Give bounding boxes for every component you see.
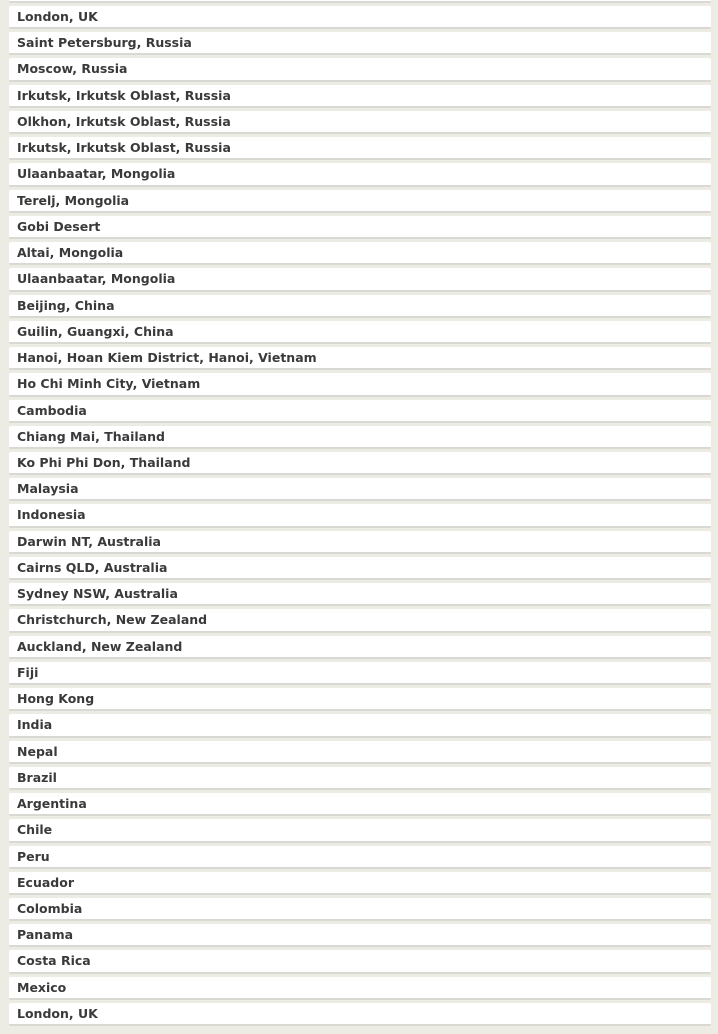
location-item[interactable]: Ulaanbaatar, Mongolia bbox=[9, 163, 711, 186]
location-item[interactable]: Brazil bbox=[9, 767, 711, 790]
location-list bbox=[9, 0, 711, 1029]
location-item[interactable]: Ho Chi Minh City, Vietnam bbox=[9, 373, 711, 396]
location-item[interactable]: Olkhon, Irkutsk Oblast, Russia bbox=[9, 111, 711, 134]
location-item[interactable]: Altai, Mongolia bbox=[9, 242, 711, 265]
location-item[interactable]: Chile bbox=[9, 819, 711, 842]
location-item[interactable]: London, UK bbox=[9, 6, 711, 29]
location-item[interactable]: Nepal bbox=[9, 741, 711, 764]
location-item[interactable]: Sydney NSW, Australia bbox=[9, 583, 711, 606]
location-item[interactable]: Moscow, Russia bbox=[9, 58, 711, 81]
location-item[interactable]: Ko Phi Phi Don, Thailand bbox=[9, 452, 711, 475]
location-item[interactable]: India bbox=[9, 714, 711, 737]
location-item[interactable]: Ecuador bbox=[9, 872, 711, 895]
location-item[interactable]: Indonesia bbox=[9, 504, 711, 527]
location-item[interactable]: Terelj, Mongolia bbox=[9, 190, 711, 213]
location-item[interactable]: Cairns QLD, Australia bbox=[9, 557, 711, 580]
location-item[interactable]: Beijing, China bbox=[9, 295, 711, 318]
location-item[interactable]: Argentina bbox=[9, 793, 711, 816]
location-item[interactable]: Peru bbox=[9, 846, 711, 869]
location-item[interactable]: London, UK bbox=[9, 1003, 711, 1026]
location-item[interactable]: Fiji bbox=[9, 662, 711, 685]
location-item[interactable]: Panama bbox=[9, 924, 711, 947]
location-item[interactable]: Malaysia bbox=[9, 478, 711, 501]
location-item[interactable]: Saint Petersburg, Russia bbox=[9, 32, 711, 55]
location-item[interactable]: Guilin, Guangxi, China bbox=[9, 321, 711, 344]
location-item[interactable] bbox=[9, 0, 711, 3]
location-item[interactable]: Auckland, New Zealand bbox=[9, 636, 711, 659]
location-item[interactable]: Ulaanbaatar, Mongolia bbox=[9, 268, 711, 291]
location-item[interactable]: Gobi Desert bbox=[9, 216, 711, 239]
location-item[interactable]: Irkutsk, Irkutsk Oblast, Russia bbox=[9, 85, 711, 108]
location-item[interactable]: Christchurch, New Zealand bbox=[9, 609, 711, 632]
location-item[interactable]: Irkutsk, Irkutsk Oblast, Russia bbox=[9, 137, 711, 160]
location-item[interactable]: Hong Kong bbox=[9, 688, 711, 711]
location-item[interactable]: Cambodia bbox=[9, 400, 711, 423]
location-item[interactable]: Colombia bbox=[9, 898, 711, 921]
location-item[interactable]: Mexico bbox=[9, 977, 711, 1000]
location-item[interactable]: Costa Rica bbox=[9, 950, 711, 973]
location-item[interactable]: Hanoi, Hoan Kiem District, Hanoi, Vietnam bbox=[9, 347, 711, 370]
location-item[interactable]: Darwin NT, Australia bbox=[9, 531, 711, 554]
location-item[interactable]: Chiang Mai, Thailand bbox=[9, 426, 711, 449]
